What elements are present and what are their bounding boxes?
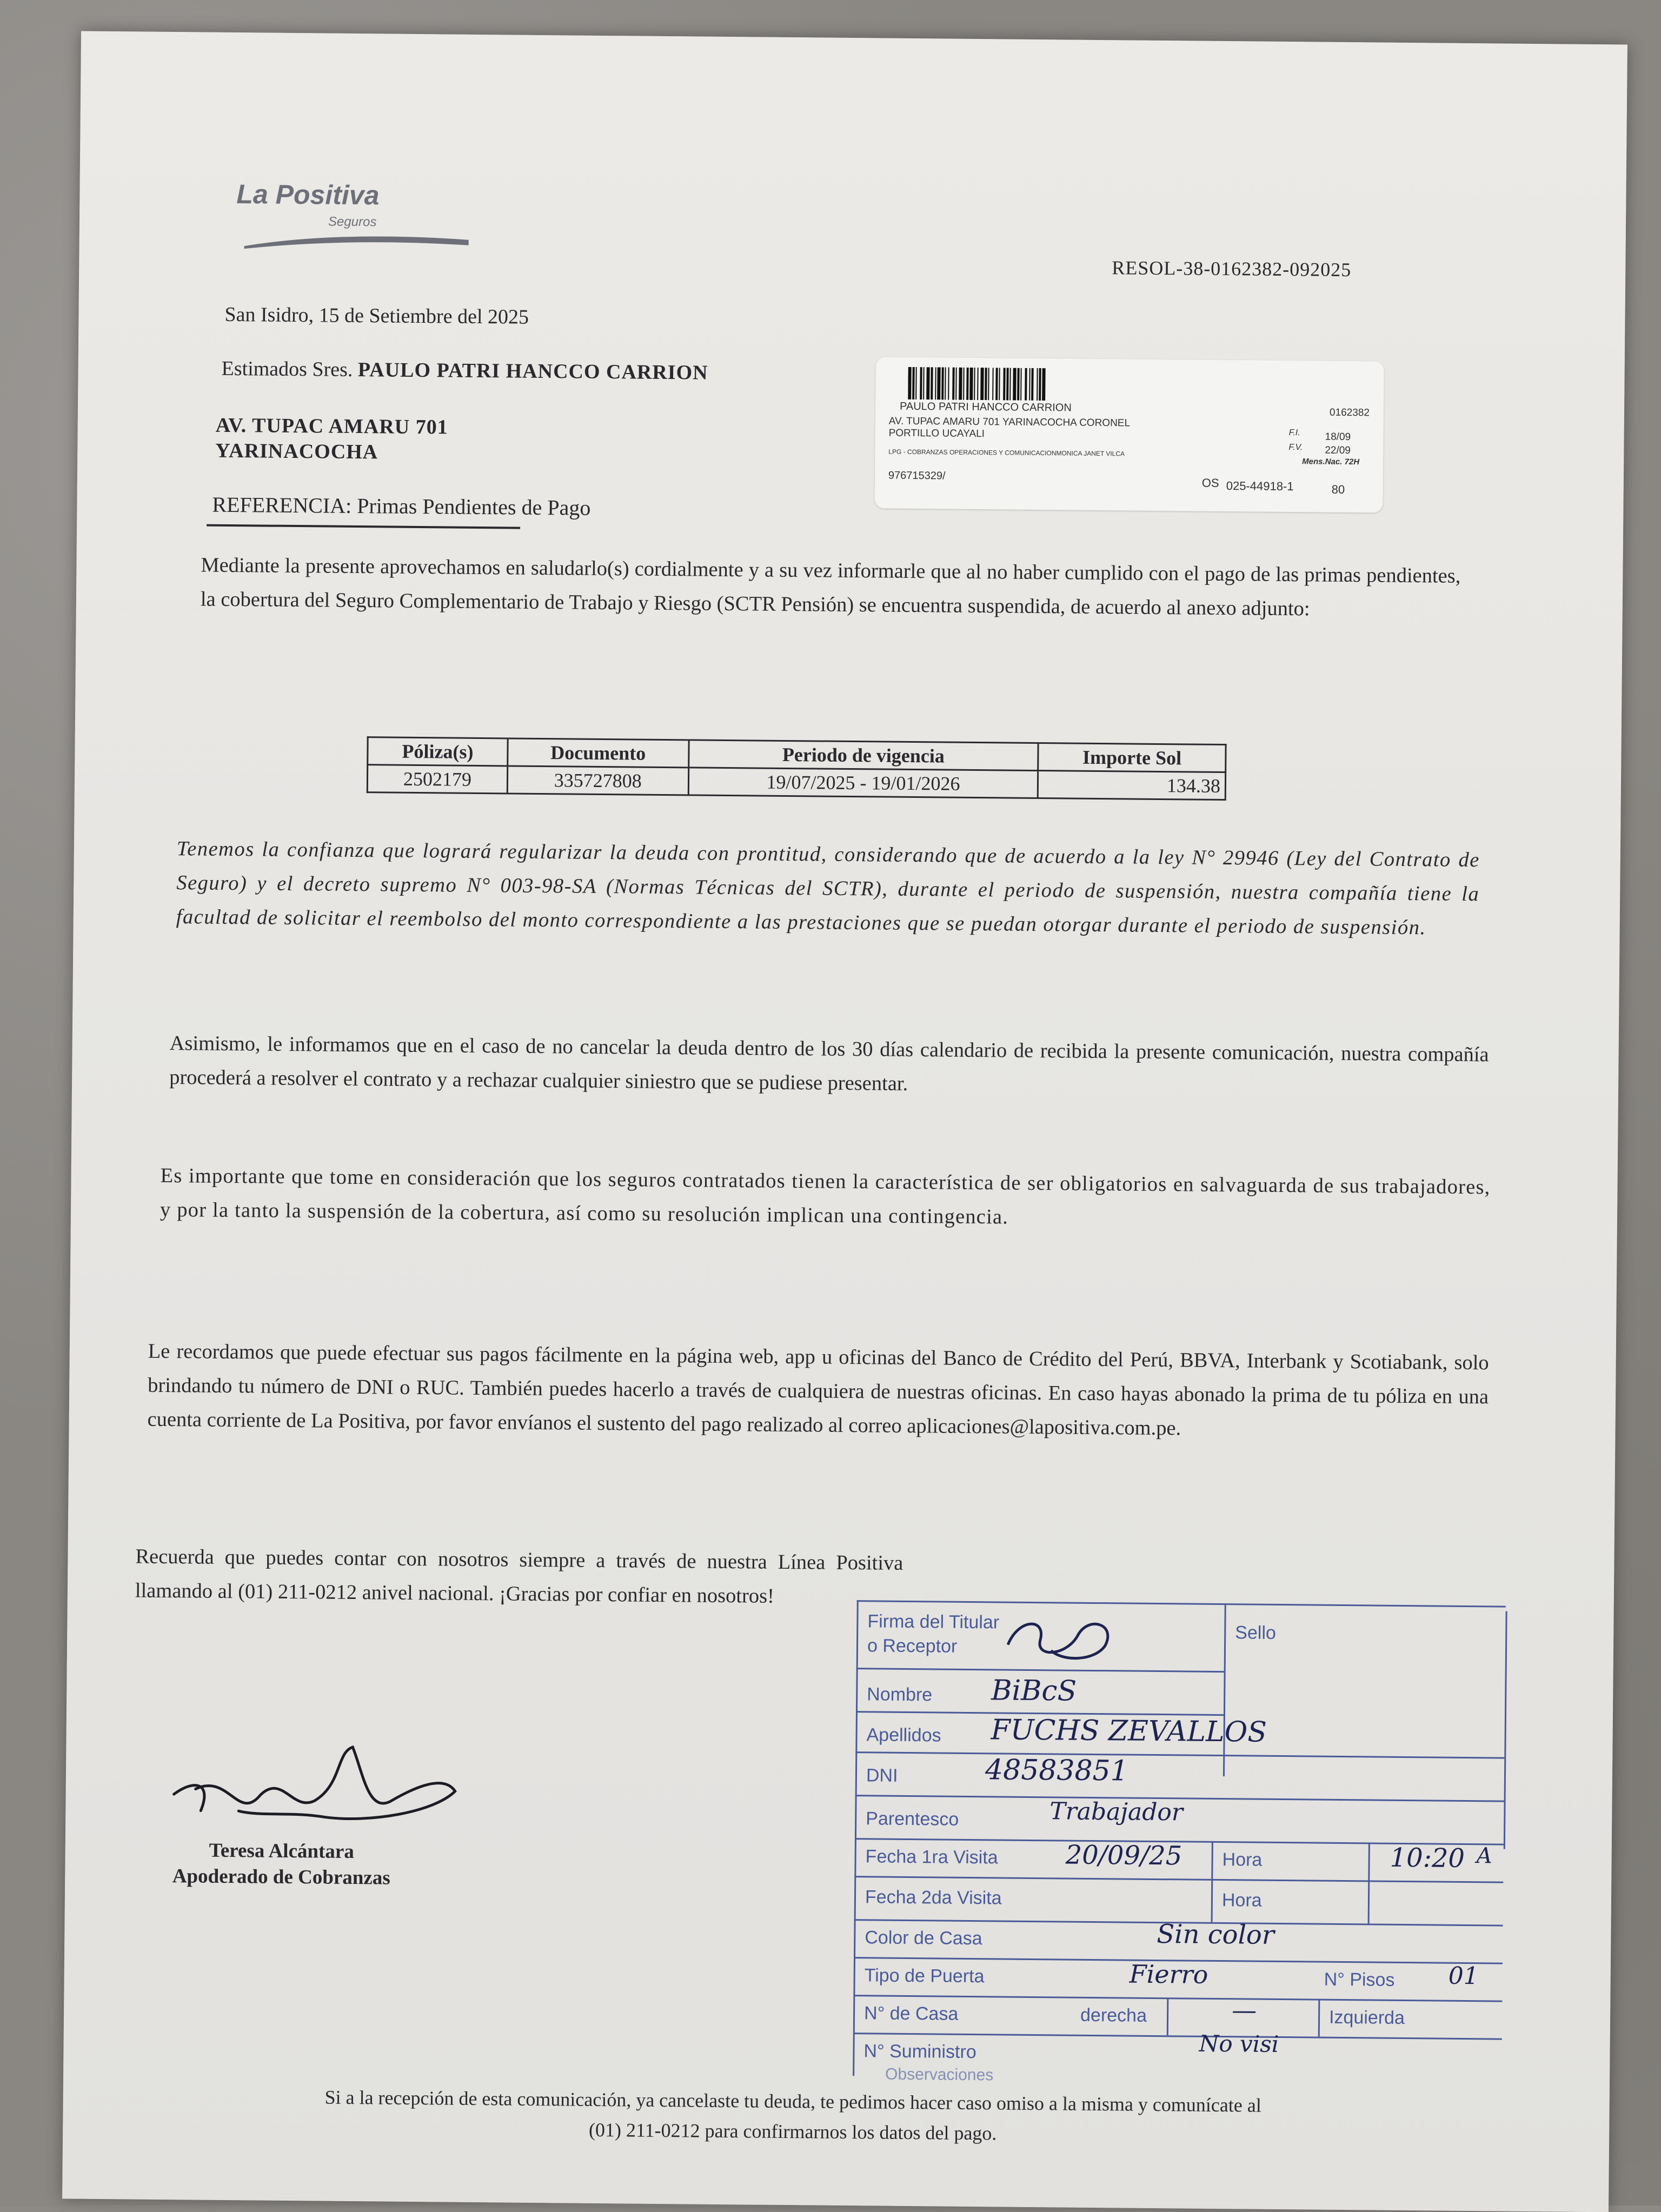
label-os-suffix: 80 <box>1331 482 1345 496</box>
label-fi-label: F.I. <box>1288 428 1300 438</box>
label-fi-value: 18/09 <box>1325 431 1351 443</box>
stamp-label-dni: DNI <box>866 1765 898 1786</box>
footer-line2: (01) 211-0212 para confirmarnos los datos del pago. <box>588 2118 997 2144</box>
stamp-label-observaciones: Observaciones <box>885 2065 994 2084</box>
label-address1: AV. TUPAC AMARU 701 YARINACOCHA CORONEL <box>888 415 1131 429</box>
signer-name: Teresa Alcántara <box>209 1839 354 1863</box>
annex-cell-documento: 335727808 <box>507 766 688 795</box>
stamp-label-color: Color de Casa <box>865 1927 982 1949</box>
recipient-address-line2: YARINACOCHA <box>215 439 378 464</box>
reference-underline <box>207 524 520 529</box>
receiver-signature-image <box>997 1607 1127 1667</box>
handwritten-parentesco: Trabajador <box>1049 1797 1184 1827</box>
stamp-label-fecha2: Fecha 2da Visita <box>865 1887 1002 1909</box>
resolution-code: RESOL-38-0162382-092025 <box>1112 257 1352 281</box>
footer-line1: Si a la recepción de esta comunicación, ya cancelaste tu deuda, te pedimos hacer caso omiso a la misma y comunícate al <box>324 2086 1261 2116</box>
salutation-prefix: Estimados Sres. <box>221 357 353 381</box>
stamp-label-fecha1: Fecha 1ra Visita <box>865 1846 998 1868</box>
stamp-label-hora1: Hora <box>1222 1849 1263 1870</box>
salutation <box>221 357 708 385</box>
stamp-label-apellidos: Apellidos <box>866 1724 941 1746</box>
label-code: 0162382 <box>1329 407 1370 419</box>
handwritten-puerta: Fierro <box>1129 1959 1208 1989</box>
paragraph-confidence: Tenemos la confianza que logrará regularizar la deuda con prontitud, considerando que de acuerdo a la ley N° 29946 (Ley del Contrato de Seguro) y el decreto supremo N° 003-98-SA (Normas Técnicas del SCTR), durante el periodo de suspensión, nuestra compañía tiene la facultad de solicitar el reembolso del monto correspondiente a las prestaciones que se puedan otorgar durante el periodo de suspensión. <box>176 837 1480 940</box>
signer-block <box>146 1837 417 1891</box>
annex-header-poliza: Póliza(s) <box>368 737 508 766</box>
label-os-label: OS <box>1201 476 1219 490</box>
letter-date: San Isidro, 15 de Setiembre del 2025 <box>224 303 529 329</box>
stamp-label-casa: N° de Casa <box>863 2003 959 2024</box>
logo-swoosh-icon <box>241 222 474 256</box>
signature-image <box>163 1729 467 1840</box>
paragraph-intro: Mediante la presente aprovechamos en saludarlo(s) cordialmente y a su vez informarle que al no haber cumplido con el pago de las primas pendientes, la cobertura del Seguro Complementario de Trabajo y Riesgo (SCTR Pensión) se encuentra suspendida, de acuerdo al anexo adjunto: <box>200 554 1461 621</box>
handwritten-apellidos: FUCHS ZEVALLOS <box>991 1714 1267 1749</box>
label-os-value: 025-44918-1 <box>1226 479 1294 494</box>
paragraph-payment: Le recordamos que puede efectuar sus pagos fácilmente en la página web, app u oficinas del Banco de Crédito del Perú, BBVA, Interbank y Scotiabank, solo brindando tu número de DNI o RUC. También puedes hacerlo a través de cualquiera de nuestras oficinas. En caso hayas abonado la prima de tu póliza en una cuenta corriente de La Positiva, por favor envíanos el sustento del pago realizado al correo aplicaciones@lapositiva.com.pe. <box>147 1340 1489 1440</box>
stamp-label-suministro: N° Suministro <box>863 2041 976 2063</box>
company-logo-subtitle: Seguros <box>328 214 377 230</box>
handwritten-dni: 48583851 <box>985 1754 1128 1788</box>
label-name: PAULO PATRI HANCCO CARRION <box>899 400 1072 414</box>
stamp-label-receptor: o Receptor <box>867 1635 958 1657</box>
paragraph-importance: Es importante que tome en consideración que los seguros contratados tienen la característica de ser obligatorios en salvaguarda de sus trabajadores, y por la tanto la suspensión de la cobertura, así como su resolución implican una contingencia. <box>160 1164 1491 1229</box>
stamp-label-pisos: N° Pisos <box>1324 1969 1395 1990</box>
label-address2: PORTILLO UCAYALI <box>888 427 985 440</box>
footer-note <box>171 2081 1415 2152</box>
shipping-label <box>874 357 1384 512</box>
annex-cell-poliza: 2502179 <box>367 765 507 794</box>
signer-title: Apoderado de Cobranzas <box>172 1865 390 1889</box>
label-fv-value: 22/09 <box>1325 444 1351 457</box>
stamp-label-izquierda: Izquierda <box>1328 2007 1405 2029</box>
recipient-name: PAULO PATRI HANCCO CARRION <box>357 358 708 384</box>
handwritten-suministro: No visi <box>1199 2030 1279 2057</box>
stamp-label-sello: Sello <box>1235 1622 1277 1643</box>
handwritten-derecha: — <box>1231 1995 1257 2025</box>
label-phone: 976715329/ <box>888 469 946 482</box>
handwritten-pisos: 01 <box>1448 1962 1479 1990</box>
annex-header-documento: Documento <box>508 738 689 768</box>
barcode-icon <box>908 367 1179 402</box>
stamp-label-derecha: derecha <box>1080 2004 1147 2026</box>
reference-line: REFERENCIA: Primas Pendientes de Pago <box>212 492 591 520</box>
paragraph-deadline: Asimismo, le informamos que en el caso de no cancelar la deuda dentro de los 30 días calendario de recibida la presente comunicación, nuestra compañía procederá a resolver el contrato y a rechazar cualquier siniestro que se pudiese presentar. <box>169 1032 1489 1095</box>
handwritten-fecha1: 20/09/25 <box>1065 1840 1182 1871</box>
handwritten-hora1-suffix: A <box>1476 1843 1492 1869</box>
stamp-label-firma: Firma del Titular <box>867 1611 1000 1633</box>
annex-cell-periodo: 19/07/2025 - 19/01/2026 <box>688 768 1038 798</box>
stamp-label-hora2: Hora <box>1221 1890 1262 1911</box>
stamp-label-puerta: Tipo de Puerta <box>864 1965 985 1987</box>
handwritten-nombre: BiBcS <box>991 1674 1077 1708</box>
stamp-label-nombre: Nombre <box>867 1684 933 1705</box>
letter-page <box>62 31 1627 2212</box>
label-fv-label: F.V. <box>1288 443 1303 452</box>
recipient-address-line1: AV. TUPAC AMARU 701 <box>215 414 448 439</box>
receipt-stamp <box>853 1600 1533 2082</box>
handwritten-color: Sin color <box>1157 1919 1275 1950</box>
annex-header-importe: Importe Sol <box>1038 743 1226 772</box>
company-logo: La Positiva <box>236 179 380 211</box>
handwritten-hora1: 10:20 <box>1390 1842 1465 1874</box>
stamp-label-parentesco: Parentesco <box>866 1808 959 1830</box>
label-sender: LPG - COBRANZAS OPERACIONES Y COMUNICACIONMONICA JANET VILCA <box>888 448 1125 458</box>
annex-cell-importe: 134.38 <box>1038 771 1226 800</box>
annex-table <box>367 736 1227 801</box>
paragraph-contact: Recuerda que puedes contar con nosotros siempre a través de nuestra Línea Positiva llamando al (01) 211-0212 anivel nacional. ¡Gracias por confiar en nosotros! <box>135 1545 903 1608</box>
annex-header-periodo: Periodo de vigencia <box>688 740 1038 771</box>
label-service: Mens.Nac. 72H <box>1302 457 1360 467</box>
